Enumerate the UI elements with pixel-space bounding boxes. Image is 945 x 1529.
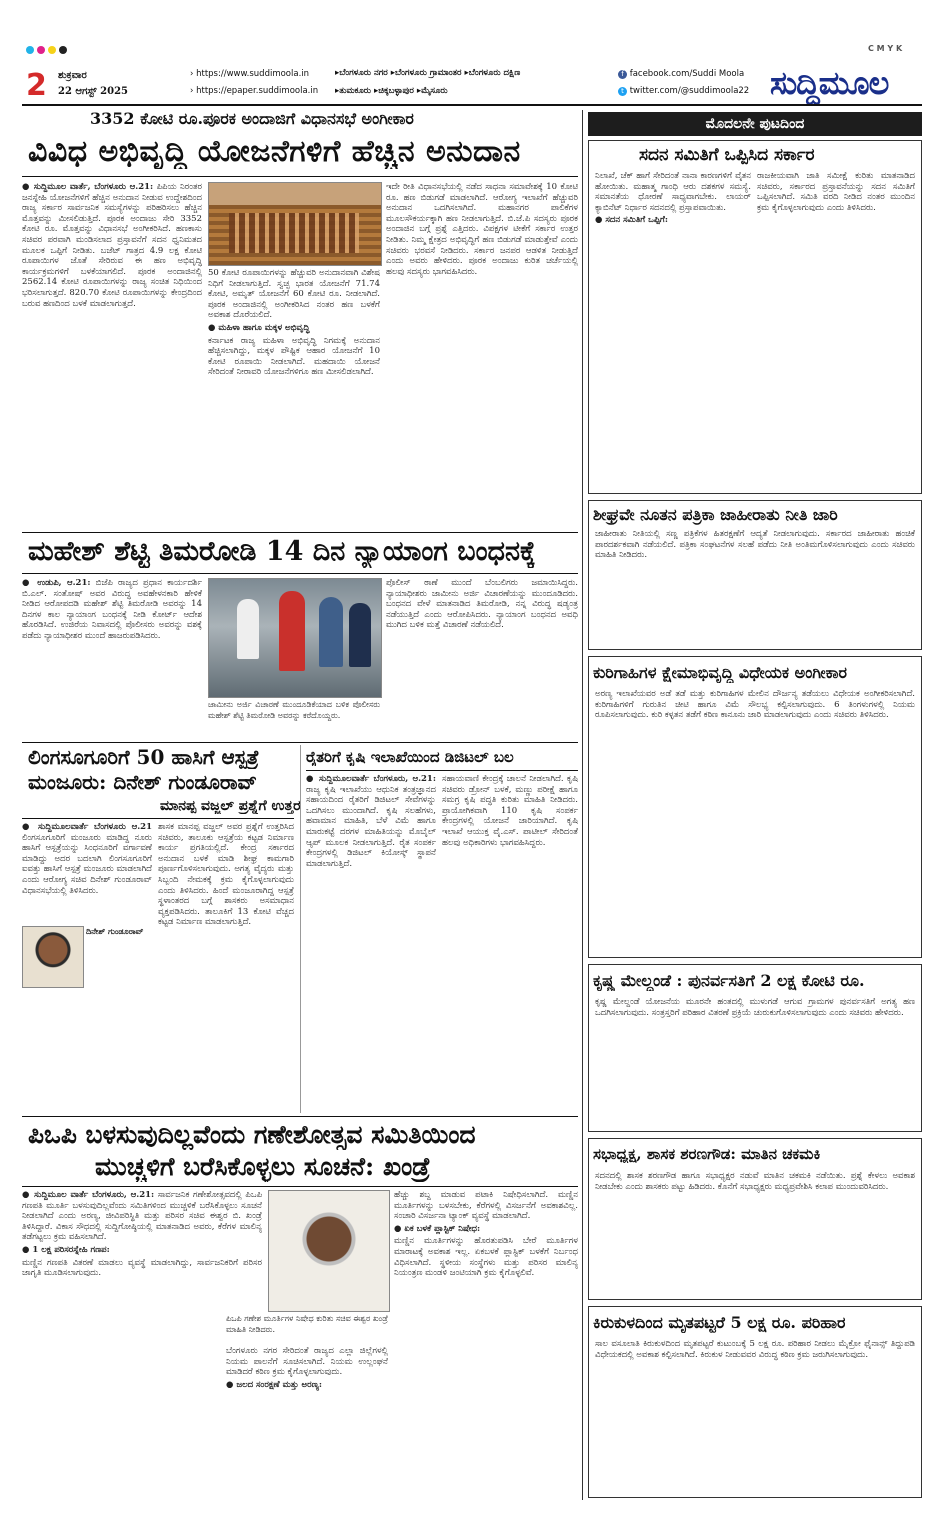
story4-col2-text: ಸಹಾಯವಾಣಿ ಕೇಂದ್ರಕ್ಕೆ ಚಾಲನೆ ನೀಡಲಾಗಿದೆ. ಕೃಷಿ ಸಚಿವರು ಡ್ರೋನ್ ಬಳಕೆ, ಮಣ್ಣು ಪರೀಕ್ಷೆ ಹಾಗೂ ಸಮಗ್ರ ಕೃಷಿ ಪದ್ಧತಿ ಕುರಿತು ಮಾಹಿತಿ ನೀಡಿದರು. ಪ್ರಾಯೋಗಿಕವಾಗಿ 110 ಕೃಷಿ ಸಂಪರ್ಕ ಕೇಂದ್ರಗಳಲ್ಲಿ ಯೋಜನೆ ಜಾರಿಯಾಗಿದೆ. ಕೃಷಿ ಇಲಾಖೆ ಆಯುಕ್ತ ವೈ.ಎಸ್. ಪಾಟೀಲ್ ಸೇರಿದಂತೆ ಹಲವು ಅಧಿಕಾರಿಗಳು ಭಾಗವಹಿಸಿದ್ದರು.: [442, 774, 578, 848]
epaper-link-text[interactable]: https://epaper.suddimoola.in: [196, 86, 319, 96]
sidebar-s2-body: ಜಾಹೀರಾತು ನೀತಿಯಲ್ಲಿ ಸಣ್ಣ ಪತ್ರಿಕೆಗಳ ಹಿತರಕ್ಷಣೆಗೆ ಆದ್ಯತೆ ನೀಡಲಾಗುವುದು. ಸರ್ಕಾರದ ಜಾಹೀರಾತು ಹಂಚಿಕೆ ಪಾರದರ್ಶಕವಾಗಿ ನಡೆಯಲಿದೆ. ಪತ್ರಿಕಾ ಸಂಘಟನೆಗಳ ಸಲಹೆ ಪಡೆದು ನೀತಿ ಅಂತಿಮಗೊಳಿಸಲಾಗುವುದು ಎಂದು ಸಚಿವರು ಮಾಹಿತಿ ನೀಡಿದರು.: [595, 529, 915, 561]
epaper-link[interactable]: › https://epaper.suddimoola.in: [190, 86, 319, 96]
story1-headline: ವಿವಿಧ ಅಭಿವೃದ್ಧಿ ಯೋಜನೆಗಳಿಗೆ ಹೆಚ್ಚಿನ ಅನುದಾನ: [28, 134, 521, 169]
sidebar-s1-column-1: [595, 171, 751, 487]
story5-subhead3: ● ಏಕ ಬಳಕೆ ಪ್ಲಾಸ್ಟಿಕ್ ನಿಷೇಧ:: [394, 1223, 481, 1234]
sidebar-s6-headline: ಕಿರುಕುಳದಿಂದ ಮೃತಪಟ್ಟರೆ 5 ಲಕ್ಷ ರೂ. ಪರಿಹಾರ: [593, 1313, 846, 1332]
issue-date: 22 ಆಗಸ್ಟ್ 2025: [58, 86, 128, 97]
sidebar-s1-col2-text: ರಾಜಕೀಯವಾಗಿ ಜಾತಿ ಸಮೀಕ್ಷೆ ಕುರಿತು ಮಾತನಾಡಿದ ಸಚಿವರು, ಸರ್ಕಾರದ ಪ್ರಸ್ತಾವನೆಯನ್ನು ಸದನ ಸಮಿತಿಗೆ ಒಪ್ಪಿಸಲಾಗಿದೆ. ಸಮಿತಿ ವರದಿ ನೀಡಿದ ನಂತರ ಮುಂದಿನ ಕ್ರಮ ಕೈಗೊಳ್ಳಲಾಗುವುದು ಎಂದು ತಿಳಿಸಿದರು.: [757, 171, 915, 213]
story5-subhead2: ● ಜಲದ ಸಂರಕ್ಷಣೆ ಮತ್ತು ಅರಣ್ಯ:: [226, 1379, 322, 1390]
story4-column-1: [306, 774, 436, 1110]
story2-dateline: ● ಉಡುಪಿ, ಆ.21:: [22, 578, 91, 588]
story1-dateline: ● ಸುದ್ದಿಮೂಲ ವಾರ್ತೆ, ಬೆಂಗಳೂರು ಆ.21:: [22, 182, 154, 192]
story4-column-2: [442, 774, 578, 1110]
sidebar-story5: [588, 1138, 922, 1300]
story3-column-2: [158, 822, 294, 1110]
story3-headline-line1: ಲಿಂಗಸೂಗೂರಿಗೆ 50 ಹಾಸಿಗೆ ಆಸ್ಪತ್ರೆ: [28, 745, 260, 769]
story2-photo-caption: ಜಾಮೀನು ಅರ್ಜಿ ವಿಚಾರಣೆ ಮುಂದೂಡಿಕೆಯಾದ ಬಳಿಕ ಪೊಲೀಸರು ಮಹೇಶ್ ಶೆಟ್ಟಿ ತಿಮರೋಡಿ ಅವರನ್ನು ಕರೆದೊಯ್ದರು.: [208, 700, 380, 720]
story5-headline-line2: ಮುಚ್ಚಳಿಗೆ ಬರೆಸಿಕೊಳ್ಳಲು ಸೂಚನೆ: ಖಂಡ್ರೆ: [95, 1152, 431, 1181]
sidebar-s4-headline: ಕೃಷ್ಣ ಮೇಲ್ದಂಡೆ : ಪುನರ್ವಸತಿಗೆ 2 ಲಕ್ಷ ಕೋಟಿ ರೂ.: [593, 971, 865, 990]
sidebar-s3-body: ಅರಣ್ಯ ಇಲಾಖೆಯವರ ಅಡೆ ತಡೆ ಮತ್ತು ಕುರಿಗಾಹಿಗಳ ಮೇಲಿನ ದೌರ್ಜನ್ಯ ತಡೆಯಲು ವಿಧೇಯಕ ಅಂಗೀಕರಿಸಲಾಗಿದೆ. ಕುರಿಗಾಹಿಗಳಿಗೆ ಗುರುತಿನ ಚೀಟಿ ಹಾಗೂ ವಿಮೆ ಸೌಲಭ್ಯ ಕಲ್ಪಿಸಲಾಗುವುದು. 6 ತಿಂಗಳುಗಳಲ್ಲಿ ನಿಯಮ ರೂಪಿಸಲಾಗುವುದು. ಕುರಿ ಕಳ್ಳತನ ತಡೆಗೆ ಕಠಿಣ ಕಾನೂನು ಜಾರಿ ಮಾಡಲಾಗುವುದು ಎಂದು ಸಚಿವರು ತಿಳಿಸಿದರು.: [595, 689, 915, 721]
minister-khandre-photo: [268, 1190, 390, 1312]
masthead-logo: ಸುದ್ದಿಮೂಲ: [770, 64, 889, 102]
story3-portrait-caption: ದಿನೇಶ್ ಗುಂಡೂರಾವ್: [86, 926, 144, 936]
website-link-text[interactable]: https://www.suddimoola.in: [196, 69, 310, 79]
page-number: 2: [26, 68, 47, 103]
sidebar-s5-body: ಸದನದಲ್ಲಿ ಶಾಸಕ ಶರಣಗೌಡ ಹಾಗೂ ಸಭಾಧ್ಯಕ್ಷರ ನಡುವೆ ಮಾತಿನ ಚಕಮಕಿ ನಡೆಯಿತು. ಪ್ರಶ್ನೆ ಕೇಳಲು ಅವಕಾಶ ನೀಡಬೇಕು ಎಂದು ಶಾಸಕರು ಪಟ್ಟು ಹಿಡಿದರು. ಕೊನೆಗೆ ಸಭಾಧ್ಯಕ್ಷರು ಮಧ್ಯಪ್ರವೇಶಿಸಿ ಕಲಾಪ ಮುಂದುವರಿಸಿದರು.: [595, 1171, 915, 1192]
sidebar-story2: [588, 500, 922, 650]
sidebar-s1-headline: ಸದನ ಸಮಿತಿಗೆ ಒಪ್ಪಿಸಿದ ಸರ್ಕಾರ: [639, 145, 815, 165]
story5-column-2: [226, 1346, 388, 1490]
sidebar-s1-col1-text: ನಿಲಾಖೆ, ಚೆಕ್ ಹಾಗೆ ಸೇರಿದಂತೆ ನಾನಾ ಕಾರಣಗಳಿಗೆ ವೈತನ ಹೋಯಿತು. ಮಹಾತ್ಮ ಗಾಂಧಿ ಆರು ದಶಕಗಳ ಸಮಸ್ಯೆ. ಸಮಾನತೆಯ ಧೋರಣೆ ಸಾಧ್ಯವಾಗಬೇಕು. ಲಾಯರ್ ಕ್ಯಾಬಿನೆಟ್ ನಿರ್ಧಾರ ಸದನದಲ್ಲಿ ಪ್ರಸ್ತಾಪವಾಯಿತು.: [595, 171, 751, 213]
story5-col2-text: ಬೆಂಗಳೂರು ನಗರ ಸೇರಿದಂತೆ ರಾಜ್ಯದ ಎಲ್ಲಾ ಜಿಲ್ಲೆಗಳಲ್ಲಿ ನಿಯಮ ಪಾಲನೆಗೆ ಸೂಚಿಸಲಾಗಿದೆ. ನಿಯಮ ಉಲ್ಲಂಘನೆ ಮಾಡಿದರೆ ಕಠಿಣ ಕ್ರಮ ಕೈಗೊಳ್ಳಲಾಗುವುದು.: [226, 1346, 388, 1378]
story1-subhead: ● ಮಹಿಳಾ ಹಾಗೂ ಮಕ್ಕಳ ಅಭಿವೃದ್ಧಿ: [208, 322, 310, 333]
story2-column-3: [386, 578, 578, 738]
story2-column-1: [22, 578, 202, 738]
story5-col3-text: ಹೆಚ್ಚು ಶಬ್ದ ಮಾಡುವ ಪಟಾಕಿ ನಿಷೇಧಿಸಲಾಗಿದೆ. ಮಣ್ಣಿನ ಮೂರ್ತಿಗಳನ್ನು ಬಳಸಬೇಕು, ಕೆರೆಗಳಲ್ಲಿ ವಿಸರ್ಜನೆಗೆ ಅವಕಾಶವಿಲ್ಲ. ಸಂಚಾರಿ ವಿಸರ್ಜನಾ ಟ್ಯಾಂಕ್ ವ್ಯವಸ್ಥೆ ಮಾಡಲಾಗಿದೆ.: [394, 1190, 578, 1222]
story4-bottom-rule: [22, 1116, 578, 1117]
story3-headline-line2: ಮಂಜೂರು: ದಿನೇಶ್ ಗುಂಡೂರಾವ್: [28, 770, 257, 794]
story1-column-1: [22, 182, 202, 527]
story5-photo-caption: ಪಿಒಪಿ ಗಣೇಶ ಮೂರ್ತಿಗಳ ನಿಷೇಧ ಕುರಿತು ಸಚಿವ ಈಶ್ವರ ಖಂಡ್ರೆ ಮಾಹಿತಿ ನೀಡಿದರು.: [226, 1314, 388, 1334]
region-list-row1: ▸ಬೆಂಗಳೂರು ನಗರ ▸ಬೆಂಗಳೂರು ಗ್ರಾಮಾಂತರ ▸ಬೆಂಗಳೂರು ದಕ್ಷಿಣ: [335, 68, 521, 78]
story3-col1-text: ಲಿಂಗಸೂಗೂರಿಗೆ ಮಂಜೂರು ಮಾಡಿದ್ದ ನೂರು ಹಾಸಿಗೆ ಆಸ್ಪತ್ರೆಯನ್ನು ಸಿಂಧನೂರಿಗೆ ವರ್ಗಾವಣೆ ಮಾಡಿದ್ದು ಅದರ ಬದಲಾಗಿ ಲಿಂಗಸೂಗೂರಿಗೆ ಐವತ್ತು ಹಾಸಿಗೆ ಆಸ್ಪತ್ರೆ ಮಂಜೂರು ಮಾಡಲಾಗಿದೆ ಎಂದು ಆರೋಗ್ಯ ಸಚಿವ ದಿನೇಶ್ ಗುಂಡೂರಾವ್ ವಿಧಾನಸಭೆಯಲ್ಲಿ ತಿಳಿಸಿದರು.: [22, 832, 152, 896]
sidebar-story3: [588, 656, 922, 958]
header-rule: [22, 104, 922, 106]
registration-dot-black: [59, 46, 67, 54]
story2-col3-text: ಪೊಲೀಸ್ ಠಾಣೆ ಮುಂದೆ ಬೆಂಬಲಿಗರು ಜಮಾಯಿಸಿದ್ದರು. ನ್ಯಾಯಾಧೀಶರು ಜಾಮೀನು ಅರ್ಜಿ ವಿಚಾರಣೆಯನ್ನು ಮುಂದೂಡಿದರು. ಬಂಧನದ ವೇಳೆ ಮಾತನಾಡಿದ ತಿಮರೋಡಿ, ನನ್ನ ವಿರುದ್ಧ ಷಡ್ಯಂತ್ರ ನಡೆಯುತ್ತಿದೆ ಎಂದು ಆರೋಪಿಸಿದರು. ನ್ಯಾಯಾಂಗ ಬಂಧನದ ಅವಧಿ ಮುಗಿದ ಬಳಿಕ ಮತ್ತೆ ವಿಚಾರಣೆ ನಡೆಯಲಿದೆ.: [386, 578, 578, 631]
story1-bottom-rule: [22, 532, 578, 533]
story2-headline: ಮಹೇಶ್ ಶೆಟ್ಟಿ ತಿಮರೋಡಿ 14 ದಿನ ನ್ಯಾಯಾಂಗ ಬಂಧನಕ್ಕೆ: [28, 536, 536, 567]
registration-dot-magenta: [37, 46, 45, 54]
issue-day: ಶುಕ್ರವಾರ: [58, 70, 87, 81]
twitter-link-text[interactable]: twitter.com/@suddimoola22: [629, 86, 750, 96]
story1-column-3: [386, 182, 578, 527]
sidebar-story1: [588, 140, 922, 494]
website-link[interactable]: › https://www.suddimoola.in: [190, 69, 310, 79]
story2-bottom-rule: [22, 742, 578, 743]
story4-rule: [306, 770, 578, 771]
story3-4-divider: [300, 745, 301, 1113]
story5-col1-text: ಸಾರ್ವಜನಿಕ ಗಣೇಶೋತ್ಸವದಲ್ಲಿ ಪಿಒಪಿ ಗಣಪತಿ ಮೂರ್ತಿ ಬಳಸುವುದಿಲ್ಲವೆಂದು ಸಮಿತಿಗಳಿಂದ ಮುಚ್ಚಳಿಕೆ ಬರೆಸಿಕೊಳ್ಳಲು ಸೂಚನೆ ನೀಡಲಾಗಿದೆ ಎಂದು ಅರಣ್ಯ, ಜೀವಿಪರಿಸ್ಥಿತಿ ಮತ್ತು ಪರಿಸರ ಸಚಿವ ಈಶ್ವರ ಬಿ. ಖಂಡ್ರೆ ತಿಳಿಸಿದ್ದಾರೆ. ವಿಕಾಸ ಸೌಧದಲ್ಲಿ ಸುದ್ದಿಗೋಷ್ಠಿಯಲ್ಲಿ ಮಾತನಾಡಿದ ಅವರು, ಕೆರೆಗಳ ಮಾಲಿನ್ಯ ತಡೆಗಟ್ಟಲು ಕ್ರಮ ವಹಿಸಲಾಗಿದೆ.: [22, 1190, 262, 1243]
story3-column-1: [22, 822, 152, 922]
sidebar-story6: [588, 1306, 922, 1498]
story1-col2b-text: ಕರ್ನಾಟಕ ರಾಜ್ಯ ಮಹಿಳಾ ಅಭಿವೃದ್ಧಿ ನಿಗಮಕ್ಕೆ ಅನುದಾನ ಹೆಚ್ಚಿಸಲಾಗಿದ್ದು, ಮಕ್ಕಳ ಪೌಷ್ಟಿಕ ಆಹಾರ ಯೋಜನೆಗೆ 10 ಕೋಟಿ ರೂಪಾಯಿ ನೀಡಲಾಗಿದೆ. ಮಹದಾಯಿ ಯೋಜನೆ ಸೇರಿದಂತೆ ನೀರಾವರಿ ಯೋಜನೆಗಳಿಗೂ ಹಣ ಮೀಸಲಿಡಲಾಗಿದೆ.: [208, 335, 380, 378]
region-list-row2: ▸ತುಮಕೂರು ▸ಚಿಕ್ಕಬಳ್ಳಾಪುರ ▸ಮೈಸೂರು: [335, 86, 448, 96]
story4-dateline: ● ಸುದ್ದಿಮೂಲವಾರ್ತೆ ಬೆಂಗಳೂರು, ಆ.21:: [306, 774, 436, 784]
facebook-link-text[interactable]: facebook.com/Suddi Moola: [629, 69, 745, 79]
story5-col3b-text: ಮಣ್ಣಿನ ಮೂರ್ತಿಗಳನ್ನು ಹೊರತುಪಡಿಸಿ ಬೇರೆ ಮೂರ್ತಿಗಳ ಮಾರಾಟಕ್ಕೆ ಅವಕಾಶ ಇಲ್ಲ. ಏಕಬಳಕೆ ಪ್ಲಾಸ್ಟಿಕ್ ಬಳಕೆಗೆ ನಿರ್ಬಂಧ ವಿಧಿಸಲಾಗಿದೆ. ಸ್ಥಳೀಯ ಸಂಸ್ಥೆಗಳು ಮತ್ತು ಪರಿಸರ ಮಾಲಿನ್ಯ ನಿಯಂತ್ರಣ ಮಂಡಳಿ ಜಂಟಿಯಾಗಿ ಕ್ರಮ ಕೈಗೊಳ್ಳಲಿವೆ.: [394, 1236, 578, 1279]
story4-headline: ರೈತರಿಗೆ ಕೃಷಿ ಇಲಾಖೆಯಿಂದ ಡಿಜಿಟಲ್ ಬಲ: [306, 748, 514, 766]
registration-dot-cyan: [26, 46, 34, 54]
twitter-icon: t: [618, 87, 627, 96]
story5-dateline: ● ಸುದ್ದಿಮೂಲ ವಾರ್ತೆ ಬೆಂಗಳೂರು, ಆ.21:: [22, 1190, 155, 1200]
story5-subhead: ● 1 ಲಕ್ಷ ಪರಿಸರಸ್ನೇಹಿ ಗಣಪ:: [22, 1244, 110, 1255]
story3-subhead: ಮಾನಪ್ಪ ವಜ್ಜಲ್ ಪ್ರಶ್ನೆಗೆ ಉತ್ತರ: [160, 798, 301, 814]
facebook-link[interactable]: [618, 69, 744, 79]
story5-column-3: [394, 1190, 578, 1490]
story5-rule: [22, 1186, 578, 1187]
sidebar-s3-headline: ಕುರಿಗಾಹಿಗಳ ಕ್ಷೇಮಾಭಿವೃದ್ಧಿ ವಿಧೇಯಕ ಅಂಗೀಕಾರ: [593, 663, 847, 682]
story4-col1-text: ರಾಜ್ಯ ಕೃಷಿ ಇಲಾಖೆಯು ಆಧುನಿಕ ತಂತ್ರಜ್ಞಾನದ ಸಹಾಯದಿಂದ ರೈತರಿಗೆ ಡಿಜಿಟಲ್ ಸೇವೆಗಳನ್ನು ಒದಗಿಸಲು ಮುಂದಾಗಿದೆ. ಕೃಷಿ ಸಲಹೆಗಳು, ಹವಾಮಾನ ಮಾಹಿತಿ, ಬೆಳೆ ವಿಮೆ ಹಾಗೂ ಮಾರುಕಟ್ಟೆ ದರಗಳ ಮಾಹಿತಿಯನ್ನು ಮೊಬೈಲ್ ಆ್ಯಪ್ ಮೂಲಕ ನೀಡಲಾಗುತ್ತಿದೆ. ರೈತ ಸಂಪರ್ಕ ಕೇಂದ್ರಗಳಲ್ಲಿ ಡಿಜಿಟಲ್ ಕಿಯೋಸ್ಕ್ ಸ್ಥಾಪನೆ ಮಾಡಲಾಗುತ್ತಿದೆ.: [306, 784, 436, 869]
sidebar-story4: [588, 964, 922, 1132]
story2-rule: [22, 573, 578, 574]
minister-portrait: [22, 926, 84, 988]
story1-kicker: 3352 ಕೋಟಿ ರೂ.ಪೂರಕ ಅಂದಾಜಿಗೆ ವಿಧಾನಸಭೆ ಅಂಗೀಕಾರ: [90, 109, 414, 128]
cmyk-marker: C M Y K: [868, 44, 903, 53]
story3-rule: [22, 818, 294, 819]
story2-col1-text: ಬಿಜೆಪಿ ರಾಜ್ಯದ ಪ್ರಧಾನ ಕಾರ್ಯದರ್ಶಿ ಬಿ.ಎಲ್. ಸಂತೋಷ್ ಅವರ ವಿರುದ್ಧ ಅವಹೇಳನಕಾರಿ ಹೇಳಿಕೆ ನೀಡಿದ ಆರೋಪದಡಿ ಮಹೇಶ್ ಶೆಟ್ಟಿ ತಿಮರೋಡಿ ಅವರನ್ನು 14 ದಿನಗಳ ಕಾಲ ನ್ಯಾಯಾಂಗ ಬಂಧನಕ್ಕೆ ನೀಡಿ ಕೋರ್ಟ್ ಆದೇಶ ಹೊರಡಿಸಿದೆ. ಉಜಿರೆಯ ನಿವಾಸದಲ್ಲಿ ಪೊಲೀಸರು ಅವರನ್ನು ವಶಕ್ಕೆ ಪಡೆದು ನ್ಯಾಯಾಧೀಶರ ಮುಂದೆ ಹಾಜರುಪಡಿಸಿದರು.: [22, 578, 202, 641]
registration-dot-yellow: [48, 46, 56, 54]
story3-col2-text: ಶಾಸಕ ಮಾನಪ್ಪ ವಜ್ಜಲ್ ಅವರ ಪ್ರಶ್ನೆಗೆ ಉತ್ತರಿಸಿದ ಸಚಿವರು, ತಾಲೂಕು ಆಸ್ಪತ್ರೆಯ ಕಟ್ಟಡ ನಿರ್ಮಾಣ ಕಾರ್ಯ ಪ್ರಗತಿಯಲ್ಲಿದೆ. ಕೇಂದ್ರ ಸರ್ಕಾರದ ಅನುದಾನ ಬಳಕೆ ಮಾಡಿ ಶೀಘ್ರ ಕಾಮಗಾರಿ ಪೂರ್ಣಗೊಳಿಸಲಾಗುವುದು. ಅಗತ್ಯ ವೈದ್ಯರು ಮತ್ತು ಸಿಬ್ಬಂದಿ ನೇಮಕಕ್ಕೆ ಕ್ರಮ ಕೈಗೊಳ್ಳಲಾಗುವುದು ಎಂದು ತಿಳಿಸಿದರು. ಹಿಂದೆ ಮಂಜೂರಾಗಿದ್ದ ಆಸ್ಪತ್ರೆ ಸ್ಥಳಾಂತರದ ಬಗ್ಗೆ ಶಾಸಕರು ಅಸಮಾಧಾನ ವ್ಯಕ್ತಪಡಿಸಿದರು. ತಾಲೂಕಿಗೆ 13 ಕೋಟಿ ವೆಚ್ಚದ ಕಟ್ಟಡ ನಿರ್ಮಾಣ ಮಾಡಲಾಗುತ್ತಿದೆ.: [158, 822, 294, 928]
story1-col1-text: ಪಿಪಿಯ ನಿರಂತರ ಜನಸ್ನೇಹಿ ಯೋಜನೆಗಳಿಗೆ ಹೆಚ್ಚಿನ ಅನುದಾನ ನೀಡುವ ಉದ್ದೇಶದಿಂದ ರಾಜ್ಯ ಸರ್ಕಾರ ಸಾರ್ವಜನಿಕ ಸಮಸ್ಯೆಗಳನ್ನು ಪರಿಹರಿಸಲು ಹೆಚ್ಚಿನ ಮೊತ್ತವನ್ನು ಮೀಸಲಿಡುತ್ತಿದೆ. ಪೂರಕ ಅಂದಾಜು ಸೇರಿ 3352 ಕೋಟಿ ರೂ. ಮೊತ್ತವನ್ನು ವಿಧಾನಸಭೆ ಅಂಗೀಕರಿಸಿದೆ. ಹಣಕಾಸು ಸಚಿವರ ಪರವಾಗಿ ಮಂಡಿಸಲಾದ ಪ್ರಸ್ತಾವನೆಗೆ ಸದನ ಧ್ವನಿಮತದ ಮೂಲಕ ಒಪ್ಪಿಗೆ ನೀಡಿತು. ಬಜೆಟ್ ಗಾತ್ರದ 4.9 ಲಕ್ಷ ಕೋಟಿ ರೂಪಾಯಿಗಳ ಜೊತೆ ಸೇರಿರುವ ಈ ಹಣ ಅಭಿವೃದ್ಧಿ ಕಾರ್ಯಕ್ರಮಗಳಿಗೆ ಬಳಕೆಯಾಗಲಿದೆ. ಪೂರಕ ಅಂದಾಜಿನಲ್ಲಿ 2562.14 ಕೋಟಿ ರೂಪಾಯಿಗಳನ್ನು ರಾಜ್ಯ ಸಂಚಿತ ನಿಧಿಯಿಂದ ಭರಿಸಲಾಗುತ್ತದೆ. 820.70 ಕೋಟಿ ರೂಪಾಯಿಗಳನ್ನು ಕೇಂದ್ರದಿಂದ ಬರುವ ಹಣದಿಂದ ಬಳಕೆ ಮಾಡಲಾಗುತ್ತದೆ.: [22, 182, 202, 309]
sidebar-s5-headline: ಸಭಾಧ್ಯಕ್ಷ, ಶಾಸಕ ಶರಣಗೌಡ: ಮಾತಿನ ಚಕಮಕಿ: [593, 1145, 821, 1163]
story1-rule: [22, 176, 578, 177]
police-escort-photo: [208, 578, 382, 698]
twitter-link[interactable]: [618, 86, 749, 96]
sidebar-s1-subhead: ● ಸದನ ಸಮಿತಿಗೆ ಒಪ್ಪಿಗೆ:: [595, 215, 668, 226]
sidebar-s4-body: ಕೃಷ್ಣ ಮೇಲ್ದಂಡೆ ಯೋಜನೆಯ ಮೂರನೇ ಹಂತದಲ್ಲಿ ಮುಳುಗಡೆ ಆಗುವ ಗ್ರಾಮಗಳ ಪುನರ್ವಸತಿಗೆ ಅಗತ್ಯ ಹಣ ಒದಗಿಸಲಾಗುವುದು. ಸಂತ್ರಸ್ತರಿಗೆ ಪರಿಹಾರ ವಿತರಣೆ ಪ್ರಕ್ರಿಯೆ ಚುರುಕುಗೊಳಿಸಲಾಗುವುದು ಎಂದು ಸಚಿವರು ಹೇಳಿದರು.: [595, 997, 915, 1018]
sidebar-divider: [582, 110, 583, 1500]
story1-col3-text: ಇದೇ ರೀತಿ ವಿಧಾನಸಭೆಯಲ್ಲಿ ನಡೆದ ಸಾಧನಾ ಸಮಾವೇಶಕ್ಕೆ 10 ಕೋಟಿ ರೂ. ಹಣ ಬಿಡುಗಡೆ ಮಾಡಲಾಗಿದೆ. ಆರೋಗ್ಯ ಇಲಾಖೆಗೆ ಹೆಚ್ಚುವರಿ ಅನುದಾನ ಒದಗಿಸಲಾಗಿದೆ. ಮಹಾನಗರ ಪಾಲಿಕೆಗಳ ಮೂಲಸೌಕರ್ಯಕ್ಕಾಗಿ ಹಣ ನೀಡಲಾಗುತ್ತಿದೆ. ಬಿ.ಜೆ.ಪಿ ಸದಸ್ಯರು ಪೂರಕ ಅಂದಾಜಿನ ಬಗ್ಗೆ ಪ್ರಶ್ನೆ ಎತ್ತಿದರು. ವಿಪಕ್ಷಗಳ ಟೀಕೆಗೆ ಸರ್ಕಾರ ಉತ್ತರ ನೀಡಿತು. ನಿಮ್ಮ ಕ್ಷೇತ್ರದ ಅಭಿವೃದ್ಧಿಗೆ ಹಣ ಬಿಡುಗಡೆ ಮಾಡುತ್ತೇವೆ ಎಂದು ಸಚಿವರು ಭರವಸೆ ನೀಡಿದರು. ಸರ್ಕಾರ ಜನಪರ ಆಡಳಿತ ನೀಡುತ್ತಿದೆ ಎಂದು ಅವರು ಹೇಳಿದರು. ಪೂರಕ ಅಂದಾಜು ಕುರಿತ ಚರ್ಚೆಯಲ್ಲಿ ಹಲವು ಸದಸ್ಯರು ಭಾಗವಹಿಸಿದರು.: [386, 182, 578, 277]
story1-col2-text: 50 ಕೋಟಿ ರೂಪಾಯಿಗಳನ್ನು ಹೆಚ್ಚುವರಿ ಅನುದಾನವಾಗಿ ವಿಶೇಷ ನಿಧಿಗೆ ನೀಡಲಾಗುತ್ತಿದೆ. ಸ್ವಚ್ಛ ಭಾರತ ಯೋಜನೆಗೆ 71.74 ಕೋಟಿ, ಅಮೃತ್ ಯೋಜನೆಗೆ 60 ಕೋಟಿ ರೂ. ನೀಡಲಾಗಿದೆ. ಪೂರಕ ಅಂದಾಜಿನಲ್ಲಿ ಅಂಗೀಕರಿಸಿದ ನಂತರ ಹಣ ಬಳಕೆಗೆ ಅವಕಾಶ ದೊರೆಯಲಿದೆ.: [208, 268, 380, 321]
sidebar-section-banner: ಮೊದಲನೇ ಪುಟದಿಂದ: [588, 112, 922, 136]
story5-headline-line1: ಪಿಒಪಿ ಬಳಸುವುದಿಲ್ಲವೆಂದು ಗಣೇಶೋತ್ಸವ ಸಮಿತಿಯಿಂದ: [28, 1120, 476, 1149]
assembly-hall-photo: [208, 182, 382, 266]
sidebar-s2-headline: ಶೀಘ್ರವೇ ನೂತನ ಪತ್ರಿಕಾ ಜಾಹೀರಾತು ನೀತಿ ಜಾರಿ: [593, 505, 838, 524]
sidebar-s6-body: ಸಾಲ ವಸೂಲಾತಿ ಕಿರುಕುಳದಿಂದ ಮೃತಪಟ್ಟರೆ ಕುಟುಂಬಕ್ಕೆ 5 ಲಕ್ಷ ರೂ. ಪರಿಹಾರ ನೀಡಲು ಮೈಕ್ರೋ ಫೈನಾನ್ಸ್ ತಿದ್ದುಪಡಿ ವಿಧೇಯಕದಲ್ಲಿ ಅವಕಾಶ ಕಲ್ಪಿಸಲಾಗಿದೆ. ಕಿರುಕುಳ ನೀಡುವವರ ವಿರುದ್ಧ ಕಠಿಣ ಕ್ರಮ ಜರುಗಿಸಲಾಗುವುದು.: [595, 1339, 915, 1360]
story5-col1b-text: ಮಣ್ಣಿನ ಗಣಪತಿ ವಿತರಣೆ ಮಾಡಲು ವ್ಯವಸ್ಥೆ ಮಾಡಲಾಗಿದ್ದು, ಸಾರ್ವಜನಿಕರಿಗೆ ಪರಿಸರ ಜಾಗೃತಿ ಮೂಡಿಸಲಾಗುವುದು.: [22, 1257, 262, 1279]
facebook-icon: f: [618, 70, 627, 79]
sidebar-s1-column-2: [757, 171, 915, 487]
story3-dateline: ● ಸುದ್ದಿಮೂಲವಾರ್ತೆ ಬೆಂಗಳೂರು ಆ.21: [22, 822, 152, 832]
story1-column-2: [208, 268, 380, 526]
